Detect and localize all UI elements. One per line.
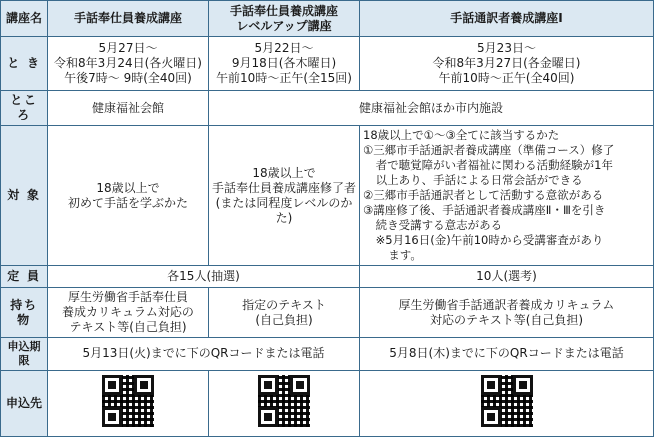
toki-course-2 bbox=[209, 37, 360, 91]
qr-cell-course-3 bbox=[360, 370, 654, 436]
teiin-course-1-2: 各15人(抽選) bbox=[48, 266, 360, 288]
taisho-3-item3b: 続き受講する意志がある bbox=[375, 217, 503, 232]
header-course-2-line2: レベルアップ講座 bbox=[236, 18, 332, 33]
toki-1-line3: 午後7時～ 9時(全40回) bbox=[64, 71, 192, 85]
toki-course-1 bbox=[48, 37, 209, 91]
taisho-2-line2: 手話奉仕員養成講座修了者 bbox=[212, 180, 357, 195]
label-taisho: 対 象 bbox=[1, 126, 48, 266]
header-course-name: 講座名 bbox=[1, 1, 48, 37]
qr-code-course-3[interactable] bbox=[481, 375, 533, 427]
toki-1-line2: 令和8年3月24日(各火曜日) bbox=[54, 56, 202, 70]
toki-2-line3: 午前10時～正午(全15回) bbox=[216, 71, 352, 85]
toki-course-3 bbox=[360, 37, 654, 91]
header-course-2 bbox=[209, 1, 360, 37]
taisho-3-item3a: ③講座修了後、手話通訳者養成講座Ⅱ・Ⅲを引き bbox=[363, 202, 606, 217]
mochimono-course-3 bbox=[360, 288, 654, 338]
tokoro-course-1: 健康福祉会館 bbox=[48, 91, 209, 126]
row-kigen bbox=[1, 338, 654, 371]
label-teiin: 定 員 bbox=[1, 266, 48, 288]
kigen-course-3: 5月8日(木)までに下のQRコードまたは電話 bbox=[360, 338, 654, 371]
label-mochimono: 持ち物 bbox=[1, 288, 48, 338]
taisho-1-line1: 18歳以上で bbox=[96, 180, 160, 195]
teiin-course-3: 10人(選考) bbox=[360, 266, 654, 288]
taisho-3-note-a: ※5月16日(金)午前10時から受講審査があり bbox=[375, 232, 604, 247]
taisho-3-item2: ②三郷市手話通訳者として活動する意欲がある bbox=[363, 188, 604, 203]
row-moushikomi bbox=[1, 370, 654, 436]
taisho-2-line1: 18歳以上で bbox=[252, 165, 316, 180]
toki-3-line1: 5月23日～ bbox=[477, 41, 536, 55]
qr-cell-course-2 bbox=[209, 370, 360, 436]
taisho-3-item1a: ①三郷市手話通訳者養成講座（準備コース）修了 bbox=[363, 143, 615, 158]
taisho-3-item1b: 者で聴覚障がい者福祉に関わる活動経験が1年 bbox=[375, 158, 613, 173]
header-course-3: 手話通訳者養成講座Ⅰ bbox=[360, 1, 654, 37]
toki-2-line2: 9月18日(各木曜日) bbox=[231, 56, 337, 70]
toki-3-line3: 午前10時～正午(全40回) bbox=[438, 71, 575, 85]
row-mochimono bbox=[1, 288, 654, 338]
taisho-1-line2: 初めて手話を学ぶかた bbox=[67, 195, 188, 210]
mochimono-1-line3: テキスト等(自己負担) bbox=[69, 320, 187, 334]
label-toki: と き bbox=[1, 37, 48, 91]
row-toki bbox=[1, 37, 654, 91]
toki-1-line1: 5月27日～ bbox=[98, 41, 158, 55]
row-taisho bbox=[1, 126, 654, 266]
header-row bbox=[1, 1, 654, 37]
taisho-course-2 bbox=[209, 126, 360, 266]
mochimono-course-1 bbox=[48, 288, 209, 338]
label-kigen: 申込期限 bbox=[1, 338, 48, 371]
header-course-2-line1: 手話奉仕員養成講座 bbox=[229, 3, 338, 18]
taisho-3-note-b: ます。 bbox=[388, 247, 422, 262]
taisho-course-1 bbox=[48, 126, 209, 266]
mochimono-2-line2: (自己負担) bbox=[255, 312, 313, 327]
label-tokoro: ところ bbox=[1, 91, 48, 126]
qr-cell-course-1 bbox=[48, 370, 209, 436]
qr-code-course-2[interactable] bbox=[258, 375, 310, 427]
taisho-3-item1c: 以上あり、手話による日常会話ができる bbox=[375, 173, 583, 188]
qr-code-course-1[interactable] bbox=[102, 375, 154, 427]
toki-3-line2: 令和8年3月27日(各金曜日) bbox=[432, 56, 581, 70]
row-tokoro bbox=[1, 91, 654, 126]
label-moushikomi: 申込先 bbox=[1, 370, 48, 436]
mochimono-1-line2: 養成カリキュラム対応の bbox=[62, 305, 194, 319]
mochimono-2-line1: 指定のテキスト bbox=[242, 297, 326, 312]
tokoro-course-2-3: 健康福祉会館ほか市内施設 bbox=[209, 91, 654, 126]
taisho-course-3 bbox=[360, 126, 654, 266]
mochimono-3-line1: 厚生労働省手話通訳者養成カリキュラム bbox=[398, 297, 615, 312]
toki-2-line1: 5月22日～ bbox=[254, 41, 314, 55]
row-teiin bbox=[1, 266, 654, 288]
taisho-2-line3: (または同程度レベルのかた) bbox=[215, 195, 353, 225]
mochimono-3-line2: 対応のテキスト等(自己負担) bbox=[429, 312, 584, 327]
mochimono-1-line1: 厚生労働省手話奉仕員 bbox=[67, 290, 188, 304]
mochimono-course-2 bbox=[209, 288, 360, 338]
kigen-course-1-2: 5月13日(火)までに下のQRコードまたは電話 bbox=[48, 338, 360, 371]
header-course-1: 手話奉仕員養成講座 bbox=[48, 1, 209, 37]
taisho-3-intro: 18歳以上で①～③全てに該当するかた bbox=[363, 128, 560, 143]
